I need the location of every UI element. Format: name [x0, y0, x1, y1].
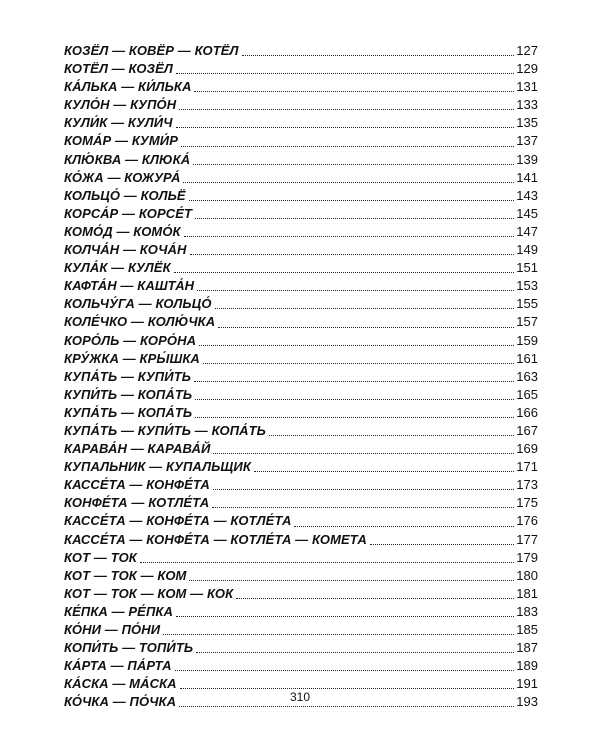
toc-entry-page: 151	[516, 260, 538, 276]
toc-entry-title: КАРАВА́Н — КАРАВА́Й	[64, 441, 211, 457]
toc-entry-page: 163	[516, 368, 538, 384]
toc-entry-title: КОТ — ТОК — КОМ	[64, 567, 187, 583]
toc-entry	[64, 132, 538, 150]
toc-entry-page: 129	[516, 61, 538, 77]
toc-entry	[64, 549, 538, 567]
toc-entry	[64, 386, 538, 404]
toc-entry-page: 176	[516, 513, 538, 529]
toc-entry-title: КО́ЧКА — ПО́ЧКА	[64, 694, 177, 710]
toc-entry-page: 143	[516, 187, 538, 203]
dot-leader	[197, 290, 514, 291]
dot-leader	[254, 471, 514, 472]
toc-entry	[64, 512, 538, 530]
dot-leader	[213, 489, 514, 490]
toc-entry-title: КОТ — ТОК	[64, 549, 137, 565]
toc-entry-page: 173	[516, 477, 538, 493]
dot-leader	[163, 634, 514, 635]
toc-entry-page: 147	[516, 223, 538, 239]
dot-leader	[140, 562, 514, 563]
toc-entry-title: КУПА́ТЬ — КОПА́ТЬ	[64, 404, 193, 420]
toc-entry	[64, 621, 538, 639]
dot-leader	[194, 91, 514, 92]
toc-entry-title: КУЛИ́К — КУЛИ́Ч	[64, 115, 173, 131]
toc-entry	[64, 332, 538, 350]
toc-entry-page: 165	[516, 386, 538, 402]
toc-entry-page: 157	[516, 314, 538, 330]
toc-entry	[64, 531, 538, 549]
toc-entry-title: КЛЮ́КВА — КЛЮКА́	[64, 151, 191, 167]
toc-entry	[64, 114, 538, 132]
toc-entry-page: 141	[516, 169, 538, 185]
toc-entry-title: КОТ — ТОК — КОМ — КОК	[64, 585, 234, 601]
toc-entry-title: КО́ЖА — КОЖУРА́	[64, 169, 181, 185]
dot-leader	[196, 652, 514, 653]
toc-entry	[64, 223, 538, 241]
dot-leader	[190, 254, 514, 255]
toc-entry-title: КОЗЁЛ — КОВЁР — КОТЁЛ	[64, 43, 239, 58]
toc-entry-page: 137	[516, 133, 538, 149]
toc-entry-page: 127	[516, 43, 538, 58]
dot-leader	[212, 507, 514, 508]
dot-leader	[189, 580, 514, 581]
dot-leader	[203, 363, 514, 364]
dot-leader	[236, 598, 514, 599]
toc-entry-title: КА́СКА — МА́СКА	[64, 676, 177, 692]
toc-entry-page: 139	[516, 151, 538, 167]
dot-leader	[176, 127, 514, 128]
toc-entry	[64, 350, 538, 368]
toc-entry	[64, 313, 538, 331]
dot-leader	[194, 381, 514, 382]
toc-entry-title: КОЛЧА́Н — КОЧА́Н	[64, 242, 187, 258]
toc-entry-title: КУПА́ТЬ — КУПИ́ТЬ	[64, 368, 192, 384]
toc-entry-title: КОРСА́Р — КОРСЕ́Т	[64, 205, 193, 221]
toc-entry-page: 169	[516, 441, 538, 457]
toc-entry-page: 145	[516, 205, 538, 221]
toc-entry	[64, 422, 538, 440]
dot-leader	[174, 272, 514, 273]
toc-entry-page: 187	[516, 640, 538, 656]
dot-leader	[195, 417, 514, 418]
toc-entry-title: КАССЕ́ТА — КОНФЕ́ТА — КОТЛЕ́ТА — КОМЕТА	[64, 531, 367, 547]
toc-entry-title: КОМО́Д — КОМО́К	[64, 223, 181, 239]
dot-leader	[195, 399, 514, 400]
toc-entry-title: КОТЁЛ — КОЗЁЛ	[64, 61, 173, 77]
toc-entry	[64, 567, 538, 585]
dot-leader	[195, 218, 514, 219]
toc-entry	[64, 151, 538, 169]
dot-leader	[181, 146, 514, 147]
toc-entry-page: 177	[516, 531, 538, 547]
toc-entry-page: 175	[516, 495, 538, 511]
toc-entry-title: КАССЕ́ТА — КОНФЕ́ТА — КОТЛЕ́ТА	[64, 513, 292, 529]
dot-leader	[179, 109, 514, 110]
dot-leader	[213, 453, 514, 454]
toc-entry-title: КОНФЕ́ТА — КОТЛЕ́ТА	[64, 495, 210, 511]
toc-entry-title: КО́НИ — ПО́НИ	[64, 622, 161, 637]
toc-entry	[64, 585, 538, 603]
dot-leader	[215, 308, 514, 309]
toc-entry-title: КЕ́ПКА — РЕ́ПКА	[64, 603, 173, 619]
dot-leader	[370, 544, 514, 545]
toc-entry	[64, 639, 538, 657]
toc-entry-page: 149	[516, 242, 538, 258]
toc-entry	[64, 494, 538, 512]
toc-entry	[64, 169, 538, 187]
toc-entry	[64, 458, 538, 476]
toc-entry-page: 189	[516, 658, 538, 674]
dot-leader	[184, 236, 514, 237]
toc-entry-page: 180	[516, 567, 538, 583]
toc-entry	[64, 368, 538, 386]
toc-entry-title: КУПИ́ТЬ — КОПА́ТЬ	[64, 386, 193, 402]
toc-entry-page: 191	[516, 676, 538, 692]
dot-leader	[242, 55, 514, 56]
toc-entry-page: 133	[516, 97, 538, 113]
toc-entry-page: 185	[516, 622, 538, 637]
toc-entry-page: 167	[516, 422, 538, 438]
toc-entry-title: КУПАЛЬНИК — КУПАЛЬЩИК	[64, 459, 251, 475]
toc-entry-title: КОЛЕ́ЧКО — КОЛЮ́ЧКА	[64, 314, 216, 330]
toc-entry	[64, 476, 538, 494]
toc-entry-page: 171	[516, 459, 538, 475]
toc-entry	[64, 60, 538, 78]
toc-entry	[64, 277, 538, 295]
toc-entry	[64, 603, 538, 621]
toc-entry-page: 161	[516, 350, 538, 366]
toc-entry	[64, 241, 538, 259]
toc-entry-title: КОЛЬЦО́ — КОЛЬЁ	[64, 187, 186, 203]
toc-entry-page: 183	[516, 603, 538, 619]
toc-entry	[64, 42, 538, 60]
toc-entry-title: КА́РТА — ПА́РТА	[64, 658, 172, 674]
dot-leader	[179, 706, 514, 707]
dot-leader	[189, 200, 514, 201]
toc-entry	[64, 78, 538, 96]
dot-leader	[183, 182, 514, 183]
toc-entry-page: 193	[516, 694, 538, 710]
toc-entry-page: 153	[516, 278, 538, 294]
toc-entry	[64, 440, 538, 458]
toc-entry	[64, 96, 538, 114]
toc-entry-page: 159	[516, 332, 538, 348]
toc-entry-title: КА́ЛЬКА — КИ́ЛЬКА	[64, 79, 192, 95]
dot-leader	[176, 616, 514, 617]
dot-leader	[175, 670, 514, 671]
toc-entry-page: 135	[516, 115, 538, 131]
toc-entry	[64, 295, 538, 313]
toc-entry-title: КОЛЬЧУ́ГА — КОЛЬЦО́	[64, 296, 212, 312]
toc-entry	[64, 259, 538, 277]
toc-entry-title: КОМА́Р — КУМИ́Р	[64, 133, 178, 149]
dot-leader	[218, 327, 514, 328]
toc-entry	[64, 205, 538, 223]
toc-entry-page: 181	[516, 585, 538, 601]
dot-leader	[199, 345, 514, 346]
toc-entry	[64, 187, 538, 205]
toc-entry	[64, 657, 538, 675]
toc-entry-title: КУПА́ТЬ — КУПИ́ТЬ — КОПА́ТЬ	[64, 422, 266, 438]
toc-entry-page: 179	[516, 549, 538, 565]
dot-leader	[193, 164, 514, 165]
toc-entry	[64, 404, 538, 422]
dot-leader	[269, 435, 514, 436]
toc-entry-page: 155	[516, 296, 538, 312]
toc-entry-title: КОПИ́ТЬ — ТОПИ́ТЬ	[64, 640, 194, 656]
toc-entry-title: КРУ́ЖКА — КРЫ́ШКА	[64, 350, 200, 366]
toc-entry-title: КУЛА́К — КУЛЁК	[64, 260, 171, 276]
toc-entry-title: КУЛО́Н — КУПО́Н	[64, 97, 177, 113]
toc-entry-title: КАФТА́Н — КАШТА́Н	[64, 278, 195, 294]
dot-leader	[294, 526, 514, 527]
page-number: 310	[289, 690, 311, 704]
table-of-contents	[64, 42, 538, 711]
toc-entry-title: КОРО́ЛЬ — КОРО́НА	[64, 332, 197, 348]
toc-entry-page: 131	[516, 79, 538, 95]
dot-leader	[176, 73, 514, 74]
toc-entry-page: 166	[516, 404, 538, 420]
toc-entry-title: КАССЕ́ТА — КОНФЕ́ТА	[64, 477, 210, 493]
